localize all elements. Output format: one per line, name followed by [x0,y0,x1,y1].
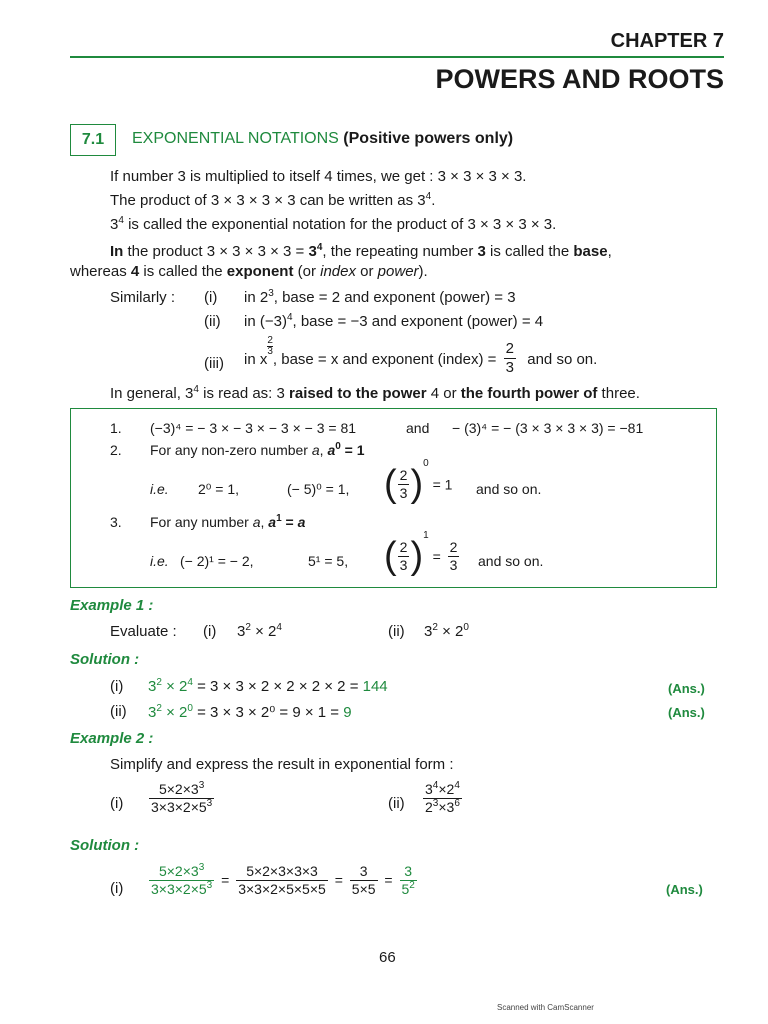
intro-line-3-text: is called the exponential notation for the product of 3 × 3 × 3 × 3. [123,216,557,233]
example-2-ii-label: (ii) [388,795,405,812]
term-power: power [377,263,419,280]
example-1-heading: Example 1 : [70,597,154,614]
solution-1-ii: $3^2 \times 2^0 = 3 \times 3 \times 2^0 = 9 \times 1 = 9$ [148,703,352,721]
note-2-eq2: (− 5)⁰ = 1, [287,481,350,497]
note-3-tail: and so on. [478,553,544,569]
note-1-and: and [406,420,430,436]
example-2-ii-expr: $\frac{3^4\times 2^4}{2^3\times 3^6}$ [425,780,460,815]
note-2-ie: i.e. [150,481,169,497]
solution-2-r1-den: 5×5 [351,880,376,897]
intro-line-2: The product of 3 × 3 × 3 × 3 can be written as $3^4$. [110,191,436,209]
section-heading [132,130,513,148]
solution-2-step-den: 3×3×2×5×5×5 [238,880,326,897]
solution-1-i: $3^2 \times 2^4 = 3 \times 3 \times 2 \times 2 \times 2 \times 2 = 144$ [148,677,388,695]
intro-repeating: , the repeating number [322,243,478,260]
intro-line-3: $3^4$ is called the exponential notation for the product of 3 × 3 × 3 × 3. [110,215,557,233]
example-1-ii-label: (ii) [388,623,405,640]
page-number: 66 [379,949,396,966]
note-2-text: For any non-zero number a, $a^0 = 1$ [150,441,365,458]
solution-2-heading: Solution : [70,837,140,854]
intro-product: the product 3 × 3 × 3 × 3 = [123,243,309,260]
note-3-text: For any number a, $a^1 = a$ [150,513,306,530]
term-exponent: exponent [226,263,294,280]
solution-1-heading: Solution : [70,651,140,668]
similar-item-iii-text: , base = x and exponent (index) = [272,351,497,368]
note-3-label: 3. [110,514,122,530]
general-c: raised to the power [289,385,427,402]
example-2-i-label: (i) [110,795,124,812]
intro-or-2: or [355,263,378,280]
solution-1-ii-ans: (Ans.) [668,705,705,720]
term-base: base [573,243,608,260]
example-1-evaluate: Evaluate : [110,623,177,640]
note-2-label: 2. [110,442,122,458]
example-1-ii-expr: $3^2 \times 2^0$ [424,622,469,640]
page-title: POWERS AND ROOTS [435,64,724,94]
note-2-eq1: 2⁰ = 1, [198,481,240,497]
term-index: index [320,263,356,280]
note-3-desc: For any number [150,514,249,530]
similar-item-i-text: , base = 2 and exponent (power) = 3 [273,289,516,306]
intro-called-2: is called the [139,263,227,280]
intro-called: is called the [485,243,574,260]
solution-2-r2-num: 3 [404,863,413,879]
solution-2-i-ans: (Ans.) [666,882,703,897]
note-3-ie: i.e. [150,553,169,569]
scanner-watermark: Scanned with CamScanner [497,1003,594,1012]
solution-2-i: $\frac{5\times 2\times 3^3}{3\times 3\times 2\times 5^3}$ = $\frac{5\times 2\times 3\times 3\times 3}{3\times 3\times 2\times 5\times 5\times 5}$ = $\frac{3}{5\times 5}$ = $\frac{3}{5^2}$ [151,862,415,897]
solution-2-r1-num: 3 [359,863,368,879]
similar-item-ii: in $(-3)^4$, base = −3 and exponent (power) = 4 [244,312,544,330]
chapter-label: CHAPTER 7 [610,30,724,52]
example-2-prompt: Simplify and express the result in exponential form : [110,756,454,773]
solution-2-i-label: (i) [110,880,124,897]
intro-in: In [110,243,124,260]
section-subtitle: (Positive powers only) [343,130,514,147]
note-2-desc: For any non-zero number [150,442,308,458]
note-1-eq2: − (3)⁴ = − (3 × 3 × 3 × 3) = −81 [452,420,644,436]
section-title: EXPONENTIAL NOTATIONS [132,130,339,147]
similarly-label: Similarly : [110,289,176,306]
similar-item-iii-tail: and so on. [527,351,598,368]
intro-line-1: If number 3 is multiplied to itself 4 times, we get : 3 × 3 × 3 × 3. [110,168,527,185]
note-2-eq3: ( $\frac{2}{3}$ ) $^0$ = 1 [384,458,453,506]
solution-1-ii-label: (ii) [110,703,127,720]
section-number-box [70,124,116,156]
example-2-i-expr: $\frac{5\times 2\times 3^3}{3\times 3\times 2\times 5^3}$ [151,780,213,815]
intro-line-5: whereas 4 is called the exponent (or index or power). [70,263,428,280]
similar-item-ii-text: , base = −3 and exponent (power) = 4 [292,313,544,330]
general-e: the fourth power of [460,385,598,402]
intro-line-4: In the product $3 \times 3 \times 3 \times 3 = 3^4$, the repeating number 3 is called the base, [110,242,612,260]
header-rule [70,56,724,58]
intro-end: ). [418,263,428,280]
solution-1-i-label: (i) [110,678,124,695]
similar-item-iii-label: (iii) [204,355,224,372]
note-3-eq2: 5¹ = 5, [308,553,349,569]
general-a: In general, 3 [110,385,194,402]
similar-item-ii-label: (ii) [204,313,221,330]
general-statement: In general, $3^4$ is read as: 3 raised to the power 4 or the fourth power of three. [110,384,640,402]
note-3-eq1: (− 2)¹ = − 2, [180,553,254,569]
solution-1-ii-result: 9 [343,704,352,721]
general-d: 4 or [426,385,461,402]
intro-whereas: whereas [70,263,131,280]
example-2-heading: Example 2 : [70,730,154,747]
intro-or: (or [293,263,321,280]
note-1-eq: (−3)⁴ = − 3 × − 3 × − 3 × − 3 = 81 [150,420,357,436]
solution-1-ii-rhs: = 3 × 3 × 2⁰ = 9 × 1 = [192,704,344,721]
solution-1-i-result: 144 [362,678,388,695]
solution-1-i-ans: (Ans.) [668,681,705,696]
example-1-i-expr: $3^2 \times 2^4$ [237,622,282,640]
note-2-eq3-rhs: = 1 [432,476,453,493]
section-number: 7.1 [81,131,105,148]
example-1-i-label: (i) [203,623,217,640]
general-b: is read as: 3 [198,385,290,402]
note-3-eq3: ( $\frac{2}{3}$ ) $^1$ = $\frac{2}{3}$ [384,530,458,578]
similar-item-i: in $2^3$, base = 2 and exponent (power) = 3 [244,288,516,306]
intro-line-2-text: The product of 3 × 3 × 3 × 3 can be written as 3 [110,192,426,209]
note-2-tail: and so on. [476,481,542,497]
similar-item-iii: in x $\frac{2}{3}$ , base = x and exponent (index) = $\frac{2}{3}$ and so on. [244,335,598,376]
note-1-label: 1. [110,420,122,436]
solution-1-i-rhs: = 3 × 3 × 2 × 2 × 2 × 2 = [192,678,363,695]
solution-2-step-num: 5×2×3×3×3 [246,863,318,879]
similar-item-i-label: (i) [204,289,218,306]
general-f: three. [597,385,640,402]
